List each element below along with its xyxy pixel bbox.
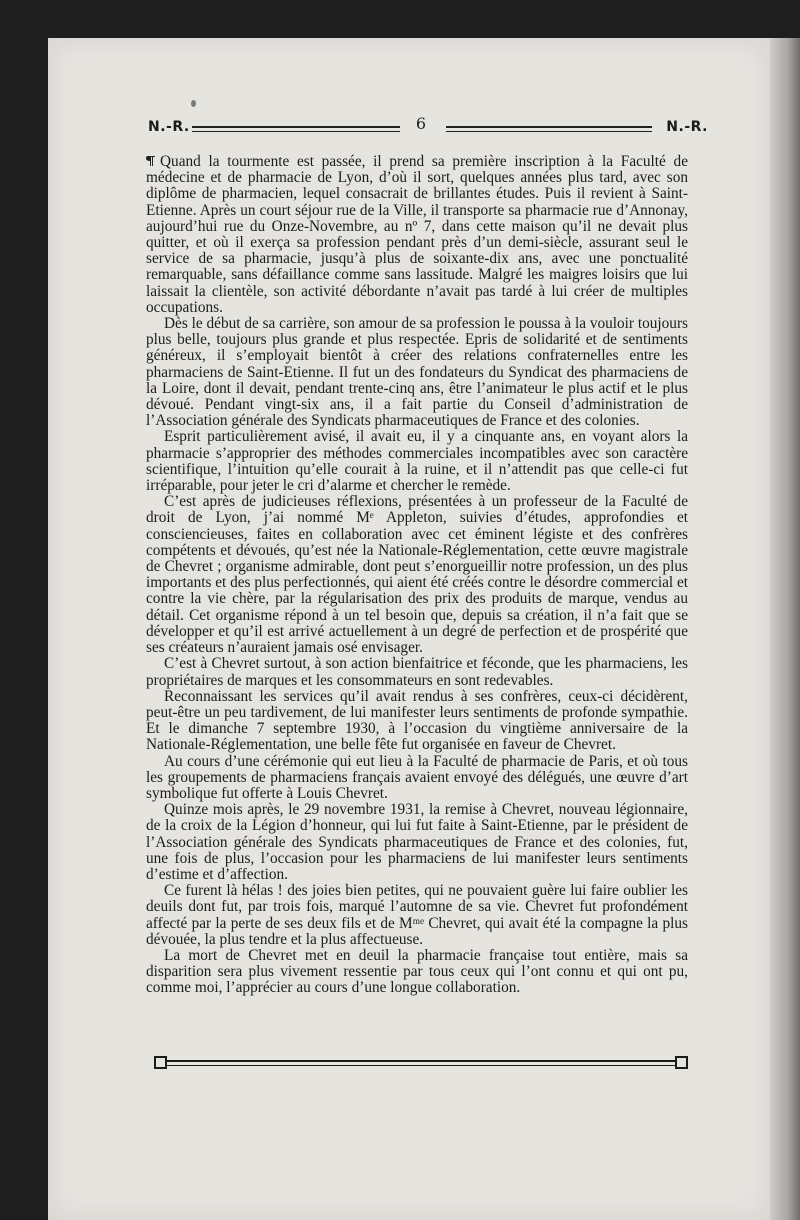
page-edge [770, 38, 800, 1220]
paragraph: La mort de Chevret met en deuil la pharmacie française tout entière, mais sa disparition sera plus vivement ressentie par tous ceux qui l’ont connu et qui ont pu, comme moi, l’apprécier au cours d’une longue collaboration. [146, 946, 688, 997]
footer-rule [167, 1060, 675, 1066]
header-right-label: N.-R. [666, 119, 708, 135]
paragraph: Ce furent là hélas ! des joies bien petites, qui ne pouvaient guère lui faire oublier les deuils dont fut, par trois fois, marqué l’automne de sa vie. Chevret fut profondément affecté par la perte de ses deux fils et de Mᵐᵉ Chevret, qui avait été la compagne la plus dévouée, la plus tendre et la plus affectueuse. [146, 882, 688, 948]
footer-square-right [675, 1056, 688, 1069]
paragraph: Dès le début de sa carrière, son amour de sa profession le poussa à la vouloir toujours plus belle, toujours plus grande et plus respectée. Epris de solidarité et de sentiments généreux, il s’employait bientôt à créer des relations confraternelles entre les pharmaciens de Saint-Etienne. Il fut un des fondateurs du Syndicat des pharmaciens de la Loire, dont il devait, pendant trente-cinq ans, être l’animateur le plus actif et le plus dévoué. Pendant vingt-six ans, il a fait partie du Conseil d’administration de l’Association générale des Syndicats pharmaceutiques de France et des colonies. [146, 315, 688, 430]
header-rule-right [446, 126, 652, 132]
paragraph [146, 154, 688, 316]
pilcrow-icon [146, 155, 156, 167]
header-left-label: N.-R. [148, 119, 190, 135]
paragraph: C’est à Chevret surtout, à son action bienfaitrice et féconde, que les pharmaciens, les propriétaires de marques et les consommateurs en sont redevables. [146, 655, 688, 689]
footer-ornament [154, 1056, 688, 1070]
footer-square-left [154, 1056, 167, 1069]
paragraph: C’est après de judicieuses réflexions, présentées à un professeur de la Faculté de droit de Lyon, j’ai nommé Mᵉ Appleton, suivies d’études, approfondies et consciencieuses, faites en collaboration avec cet éminent légiste et des confrères compétents et dévoués, qu’est née la Nationale-Réglementation, cette œuvre magistrale de Chevret ; organisme admirable, dont peut s’enorgueillir notre profession, un des plus importants et des plus perfectionnés, qui aient été créés contre le désordre commercial et contre la vie chère, par la régularisation des prix des produits de marque, vendus au détail. Cet organisme répond à un tel besoin que, depuis sa création, il n’a fait que se développer et qu’il est arrivé actuellement à un degré de perfection et de prospérité que ses créateurs n’auraient jamais osé envisager. [146, 493, 688, 657]
paragraph: Au cours d’une cérémonie qui eut lieu à la Faculté de pharmacie de Paris, et où tous les groupements de pharmaciens français avaient envoyé des délégués, une œuvre d’art symbolique fut offerte à Louis Chevret. [146, 752, 688, 802]
paragraph-text: Quand la tourmente est passée, il prend sa première inscription à la Faculté de médecine et de pharmacie de Lyon, d’où il sort, quelques années plus tard, avec son diplôme de pharmacien, lequel consacrait de brillantes études. Puis il revient à Saint-Etienne. Après un court séjour rue de la Ville, il transporte sa pharmacie rue d’Annonay, aujourd’hui rue du Onze-Novembre, au nº 7, dans cette maison qu’il ne devait plus quitter, et où il exerça sa profession pendant près d’un demi-siècle, assurant seul le service de sa pharmacie, jusqu’à plus de soixante-dix ans, avec une ponctualité remarquable, sans défaillance comme sans lassitude. Malgré les maigres loisirs que lui laissait la clientèle, son activité débordante n’avait pas tardé à lui créer de multiples occupations. [146, 153, 688, 316]
ink-speck [191, 100, 196, 107]
paragraph: Quinze mois après, le 29 novembre 1931, la remise à Chevret, nouveau légionnaire, de la croix de la Légion d’honneur, qui lui fut faite à Saint-Etienne, par le président de l’Association générale des Syndicats pharmaceutiques de France et des colonies, fut, une fois de plus, l’occasion pour les pharmaciens de lui manifester leurs sentiments d’estime et d’affection. [146, 801, 688, 883]
header-rule-left [192, 126, 400, 132]
paragraph: Esprit particulièrement avisé, il avait eu, il y a cinquante ans, en voyant alors la pharmacie s’approprier des méthodes commerciales incompatibles avec son caractère scientifique, l’intuition qu’elle courait à la ruine, et il n’attendit pas que celle-ci fut irréparable, pour jeter le cri d’alarme et chercher le remède. [146, 428, 688, 495]
running-header [146, 116, 710, 140]
page-number: 6 [415, 114, 427, 133]
article-body [146, 154, 688, 997]
paragraph: Reconnaissant les services qu’il avait rendus à ses confrères, ceux-ci décidèrent, peut-être un peu tardivement, de lui manifester leurs sentiments de profonde sympathie. Et le dimanche 7 septembre 1930, à l’occasion du vingtième anniversaire de la Nationale-Réglementation, une belle fête fut organisée en faveur de Chevret. [146, 687, 688, 754]
